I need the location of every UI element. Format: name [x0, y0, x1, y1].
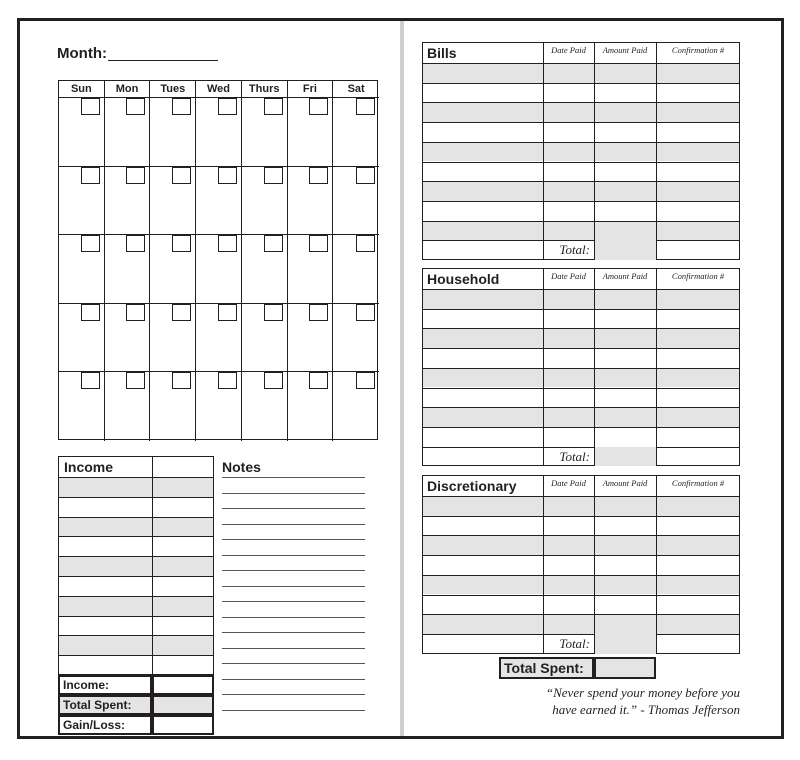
- expense-entry-row[interactable]: [422, 496, 740, 516]
- column-header: Amount Paid: [602, 271, 648, 281]
- calendar-day-cell[interactable]: [105, 167, 151, 236]
- column-divider: [543, 475, 544, 654]
- calendar-day-header: Sat: [333, 81, 379, 98]
- expense-entry-row[interactable]: [422, 83, 740, 103]
- calendar-day-cell[interactable]: [59, 372, 105, 441]
- note-line[interactable]: [222, 524, 365, 525]
- calendar-day-cell[interactable]: [242, 98, 288, 167]
- summary-label: Gain/Loss:: [63, 718, 126, 732]
- calendar-day-cell[interactable]: [59, 304, 105, 373]
- month-label: Month:: [57, 45, 107, 62]
- expense-entry-row[interactable]: [422, 328, 740, 348]
- column-divider: [656, 42, 657, 260]
- expense-entry-row[interactable]: [422, 535, 740, 555]
- summary-label: Income:: [63, 678, 110, 692]
- expense-entry-row[interactable]: [422, 221, 740, 241]
- expense-entry-row[interactable]: [422, 102, 740, 122]
- income-entry-row[interactable]: [58, 576, 214, 596]
- column-header: Date Paid: [551, 45, 586, 55]
- calendar-day-header: Thurs: [242, 81, 288, 98]
- calendar-day-cell[interactable]: [288, 167, 334, 236]
- date-number-box[interactable]: [264, 372, 283, 389]
- date-number-box[interactable]: [126, 98, 145, 115]
- calendar-day-cell[interactable]: [333, 167, 379, 236]
- expense-entry-row[interactable]: [422, 427, 740, 447]
- note-line[interactable]: [222, 617, 365, 618]
- calendar-day-cell[interactable]: [288, 98, 334, 167]
- calendar-day-cell[interactable]: [288, 235, 334, 304]
- note-line[interactable]: [222, 493, 365, 494]
- column-divider: [543, 268, 544, 466]
- date-number-box[interactable]: [218, 167, 237, 184]
- calendar-day-header: Fri: [288, 81, 334, 98]
- row-line: [422, 634, 740, 635]
- section-total-label: Total:: [559, 635, 590, 651]
- note-line[interactable]: [222, 663, 365, 664]
- note-line[interactable]: [222, 648, 365, 649]
- calendar-day-cell[interactable]: [59, 235, 105, 304]
- calendar-day-cell[interactable]: [150, 304, 196, 373]
- section-title: Bills: [427, 45, 457, 61]
- expense-entry-row[interactable]: [422, 516, 740, 536]
- income-entry-row[interactable]: [58, 536, 214, 556]
- date-number-box[interactable]: [356, 98, 375, 115]
- calendar-day-cell[interactable]: [105, 372, 151, 441]
- calendar-day-cell[interactable]: [333, 304, 379, 373]
- date-number-box[interactable]: [264, 235, 283, 252]
- section-title: Discretionary: [427, 478, 517, 494]
- column-divider: [594, 42, 595, 260]
- income-entry-row[interactable]: [58, 477, 214, 497]
- date-number-box[interactable]: [126, 167, 145, 184]
- section-total-label: Total:: [559, 448, 590, 464]
- quote-line-2: have earned it.” - Thomas Jefferson: [552, 702, 740, 717]
- section-title: Household: [427, 271, 500, 287]
- quote: [420, 684, 740, 718]
- expense-entry-row[interactable]: [422, 201, 740, 221]
- expense-entry-row[interactable]: [422, 388, 740, 408]
- column-header: Date Paid: [551, 271, 586, 281]
- date-number-box[interactable]: [81, 235, 100, 252]
- expense-entry-row[interactable]: [422, 181, 740, 201]
- calendar-day-cell[interactable]: [150, 167, 196, 236]
- expense-entry-row[interactable]: [422, 289, 740, 309]
- column-header: Amount Paid: [602, 478, 648, 488]
- calendar-day-cell[interactable]: [333, 235, 379, 304]
- date-number-box[interactable]: [356, 304, 375, 321]
- date-number-box[interactable]: [309, 167, 328, 184]
- page-gutter: [400, 21, 404, 736]
- date-number-box[interactable]: [172, 372, 191, 389]
- date-number-box[interactable]: [218, 98, 237, 115]
- summary-label: Total Spent:: [63, 698, 132, 712]
- quote-line-1: “Never spend your money before you: [545, 685, 740, 700]
- date-number-box[interactable]: [356, 235, 375, 252]
- summary-value-box[interactable]: [152, 695, 214, 715]
- note-line[interactable]: [222, 710, 365, 711]
- summary-value-box[interactable]: [152, 675, 214, 695]
- calendar-day-cell[interactable]: [196, 235, 242, 304]
- total-spent-label: Total Spent:: [504, 660, 584, 676]
- income-entry-row[interactable]: [58, 517, 214, 537]
- expense-entry-row[interactable]: [422, 555, 740, 575]
- column-divider: [656, 475, 657, 654]
- date-number-box[interactable]: [172, 167, 191, 184]
- note-line[interactable]: [222, 679, 365, 680]
- note-line[interactable]: [222, 632, 365, 633]
- month-input-line[interactable]: [108, 60, 218, 61]
- date-number-box[interactable]: [218, 372, 237, 389]
- expense-entry-row[interactable]: [422, 63, 740, 83]
- calendar-day-cell[interactable]: [59, 98, 105, 167]
- date-number-box[interactable]: [172, 98, 191, 115]
- income-column-divider: [152, 456, 153, 675]
- column-header: Amount Paid: [602, 45, 648, 55]
- date-number-box[interactable]: [81, 98, 100, 115]
- date-number-box[interactable]: [172, 304, 191, 321]
- expense-entry-row[interactable]: [422, 142, 740, 162]
- note-line[interactable]: [222, 586, 365, 587]
- calendar-day-cell[interactable]: [196, 167, 242, 236]
- row-line: [422, 240, 740, 241]
- note-line[interactable]: [222, 570, 365, 571]
- calendar-day-cell[interactable]: [333, 372, 379, 441]
- income-entry-row[interactable]: [58, 635, 214, 655]
- expense-entry-row[interactable]: [422, 575, 740, 595]
- calendar-grid: [58, 80, 378, 440]
- calendar-day-cell[interactable]: [288, 372, 334, 441]
- calendar-day-cell[interactable]: [242, 167, 288, 236]
- calendar-day-cell[interactable]: [242, 372, 288, 441]
- date-number-box[interactable]: [218, 235, 237, 252]
- income-entry-row[interactable]: [58, 616, 214, 636]
- calendar-day-cell[interactable]: [105, 235, 151, 304]
- column-header: Confirmation #: [671, 478, 725, 488]
- date-number-box[interactable]: [309, 372, 328, 389]
- date-number-box[interactable]: [356, 167, 375, 184]
- date-number-box[interactable]: [264, 304, 283, 321]
- calendar-day-cell[interactable]: [150, 372, 196, 441]
- calendar-day-cell[interactable]: [196, 372, 242, 441]
- summary-value-box[interactable]: [152, 715, 214, 735]
- expense-entry-row[interactable]: [422, 614, 740, 634]
- income-entry-row[interactable]: [58, 655, 214, 675]
- expense-entry-row[interactable]: [422, 348, 740, 368]
- note-line[interactable]: [222, 477, 365, 478]
- expense-entry-row[interactable]: [422, 407, 740, 427]
- date-number-box[interactable]: [172, 235, 191, 252]
- section-total-value[interactable]: [594, 447, 656, 467]
- calendar-day-header: Sun: [59, 81, 105, 98]
- date-number-box[interactable]: [81, 372, 100, 389]
- calendar-day-cell[interactable]: [196, 304, 242, 373]
- note-line[interactable]: [222, 539, 365, 540]
- date-number-box[interactable]: [126, 372, 145, 389]
- income-entry-row[interactable]: [58, 497, 214, 517]
- note-line[interactable]: [222, 694, 365, 695]
- date-number-box[interactable]: [309, 235, 328, 252]
- date-number-box[interactable]: [218, 304, 237, 321]
- note-line[interactable]: [222, 601, 365, 602]
- expense-entry-row[interactable]: [422, 309, 740, 329]
- calendar-day-header: Mon: [105, 81, 151, 98]
- column-header: Confirmation #: [671, 271, 725, 281]
- expense-entry-row[interactable]: [422, 595, 740, 615]
- date-number-box[interactable]: [309, 98, 328, 115]
- income-entry-row[interactable]: [58, 556, 214, 576]
- calendar-day-cell[interactable]: [242, 235, 288, 304]
- date-number-box[interactable]: [81, 304, 100, 321]
- date-number-box[interactable]: [126, 304, 145, 321]
- total-spent-value-box[interactable]: [594, 657, 656, 679]
- expense-entry-row[interactable]: [422, 162, 740, 182]
- calendar-day-cell[interactable]: [288, 304, 334, 373]
- date-number-box[interactable]: [126, 235, 145, 252]
- calendar-day-header: Wed: [196, 81, 242, 98]
- date-number-box[interactable]: [81, 167, 100, 184]
- calendar-day-cell[interactable]: [105, 98, 151, 167]
- date-number-box[interactable]: [264, 98, 283, 115]
- calendar-day-cell[interactable]: [105, 304, 151, 373]
- column-divider: [656, 268, 657, 466]
- calendar-day-cell[interactable]: [242, 304, 288, 373]
- column-header: Date Paid: [551, 478, 586, 488]
- calendar-day-cell[interactable]: [196, 98, 242, 167]
- column-divider: [543, 42, 544, 260]
- date-number-box[interactable]: [356, 372, 375, 389]
- calendar-day-header: Tues: [150, 81, 196, 98]
- income-entry-row[interactable]: [58, 596, 214, 616]
- calendar-day-cell[interactable]: [59, 167, 105, 236]
- note-line[interactable]: [222, 555, 365, 556]
- date-number-box[interactable]: [264, 167, 283, 184]
- expense-entry-row[interactable]: [422, 122, 740, 142]
- calendar-day-cell[interactable]: [150, 235, 196, 304]
- section-total-value[interactable]: [594, 240, 656, 260]
- column-divider: [594, 268, 595, 466]
- income-title: Income: [64, 459, 114, 475]
- expense-entry-row[interactable]: [422, 368, 740, 388]
- notes-title: Notes: [222, 459, 261, 475]
- note-line[interactable]: [222, 508, 365, 509]
- section-total-label: Total:: [559, 242, 590, 258]
- column-header: Confirmation #: [671, 45, 725, 55]
- row-line: [422, 447, 740, 448]
- section-total-value[interactable]: [594, 634, 656, 654]
- calendar-day-cell[interactable]: [333, 98, 379, 167]
- column-divider: [594, 475, 595, 654]
- calendar-day-cell[interactable]: [150, 98, 196, 167]
- date-number-box[interactable]: [309, 304, 328, 321]
